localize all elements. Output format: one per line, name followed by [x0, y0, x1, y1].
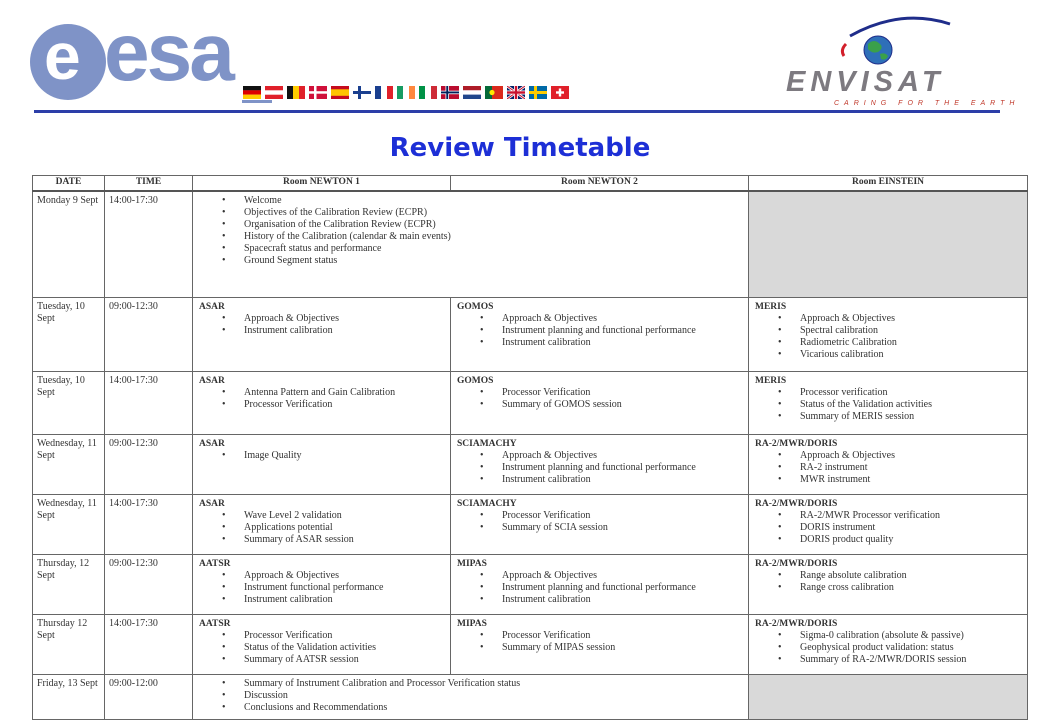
- list-item: • Approach & Objectives: [244, 570, 444, 582]
- list-item: • Antenna Pattern and Gain Calibration: [244, 387, 444, 399]
- row-time: 14:00-17:30: [105, 494, 193, 554]
- row-time: 09:00-12:00: [105, 674, 193, 719]
- flag-netherlands-icon: [463, 86, 481, 99]
- session-title: AATSR: [199, 558, 231, 569]
- list-item: • Radiometric Calibration: [800, 337, 1021, 349]
- envisat-orbit-icon: [780, 14, 1010, 74]
- row-date: Tuesday, 10 Sept: [33, 297, 105, 371]
- timetable-table: [32, 175, 1028, 720]
- column-header-newton1: Room NEWTON 1: [193, 176, 451, 192]
- flag-austria-icon: [265, 86, 283, 99]
- list-item: • Status of the Validation activities: [244, 642, 444, 654]
- list-item: • Processor Verification: [502, 387, 742, 399]
- row-date: Wednesday, 11 Sept: [33, 494, 105, 554]
- list-item: • Processor verification: [800, 387, 1021, 399]
- list-item: • Spectral calibration: [800, 325, 1021, 337]
- list-item: • DORIS product quality: [800, 534, 1021, 546]
- list-item: • Sigma-0 calibration (absolute & passive): [800, 630, 1021, 642]
- list-item: • Image Quality: [244, 450, 444, 462]
- list-item: • Geophysical product validation: status: [800, 642, 1021, 654]
- list-item: • Conclusions and Recommendations: [244, 702, 742, 714]
- list-item: • Applications potential: [244, 522, 444, 534]
- list-item: • Processor Verification: [502, 510, 742, 522]
- envisat-logo-text: ENVISAT: [786, 66, 945, 98]
- session-cell-newton2: [451, 434, 749, 494]
- column-header-newton2: Room NEWTON 2: [451, 176, 749, 192]
- list-item: • Processor Verification: [244, 630, 444, 642]
- list-item: • Processor Verification: [244, 399, 444, 411]
- list-item: • Spacecraft status and performance: [244, 243, 742, 255]
- list-item: • Objectives of the Calibration Review (ECPR): [244, 207, 742, 219]
- flag-norway-icon: [441, 86, 459, 99]
- list-item: • Discussion: [244, 690, 742, 702]
- esa-logo-circle: [30, 19, 106, 100]
- flag-denmark-icon: [309, 86, 327, 99]
- session-title: MIPAS: [457, 618, 487, 629]
- session-cell-newton1: [193, 614, 451, 674]
- list-item: • Summary of SCIA session: [502, 522, 742, 534]
- session-cell-einstein: [749, 494, 1028, 554]
- session-title: ASAR: [199, 498, 225, 509]
- list-item: • Approach & Objectives: [502, 313, 742, 325]
- list-item: • Instrument planning and functional performance: [502, 582, 742, 594]
- session-title: MIPAS: [457, 558, 487, 569]
- session-title: GOMOS: [457, 301, 494, 312]
- session-cell-einstein: [749, 297, 1028, 371]
- session-cell-newton1: [193, 297, 451, 371]
- list-item: • Instrument functional performance: [244, 582, 444, 594]
- table-row: [33, 434, 1028, 494]
- esa-logo-e: e: [44, 19, 81, 93]
- list-item: • Summary of Instrument Calibration and Processor Verification status: [244, 678, 742, 690]
- list-item: • Approach & Objectives: [800, 450, 1021, 462]
- envisat-tagline: CARING FOR THE EARTH: [834, 100, 1020, 107]
- session-cell-newton1: [193, 494, 451, 554]
- session-title: ASAR: [199, 375, 225, 386]
- list-item: • DORIS instrument: [800, 522, 1021, 534]
- row-time: 09:00-12:30: [105, 434, 193, 494]
- session-cell-einstein: [749, 434, 1028, 494]
- list-item: • Instrument calibration: [244, 594, 444, 606]
- flag-germany-icon: [243, 86, 261, 99]
- session-cell-newton1: [193, 371, 451, 434]
- row-date: Wednesday, 11 Sept: [33, 434, 105, 494]
- list-item: • Range absolute calibration: [800, 570, 1021, 582]
- list-item: • RA-2 instrument: [800, 462, 1021, 474]
- list-item: • MWR instrument: [800, 474, 1021, 486]
- esa-logo-text: esa: [104, 7, 232, 98]
- column-header-date: DATE: [33, 176, 105, 192]
- row-time: 14:00-17:30: [105, 614, 193, 674]
- envisat-logo: [780, 14, 1020, 110]
- list-item: • Instrument planning and functional performance: [502, 325, 742, 337]
- list-item: • Approach & Objectives: [502, 570, 742, 582]
- list-item: • Organisation of the Calibration Review (ECPR): [244, 219, 742, 231]
- table-row: [33, 191, 1028, 297]
- list-item: • Instrument planning and functional performance: [502, 462, 742, 474]
- flag-sweden-icon: [529, 86, 547, 99]
- session-title: RA-2/MWR/DORIS: [755, 618, 838, 629]
- timetable: [32, 175, 1027, 720]
- member-state-flags: [243, 86, 569, 100]
- list-item: • Wave Level 2 validation: [244, 510, 444, 522]
- esa-logo: [30, 7, 250, 108]
- list-item: • Instrument calibration: [502, 474, 742, 486]
- flag-finland-icon: [353, 86, 371, 99]
- session-cell-newton2: [451, 297, 749, 371]
- session-title: AATSR: [199, 618, 231, 629]
- list-item: • Summary of GOMOS session: [502, 399, 742, 411]
- table-row: [33, 494, 1028, 554]
- row-time: 09:00-12:30: [105, 554, 193, 614]
- session-cell-einstein: [749, 554, 1028, 614]
- list-item: • Vicarious calibration: [800, 349, 1021, 361]
- flag-uk-icon: [507, 86, 525, 99]
- list-item: • Summary of AATSR session: [244, 654, 444, 666]
- session-title: SCIAMACHY: [457, 498, 517, 509]
- table-row: [33, 554, 1028, 614]
- list-item: • Summary of RA-2/MWR/DORIS session: [800, 654, 1021, 666]
- list-item: • History of the Calibration (calendar & main events): [244, 231, 742, 243]
- session-cell-newton1: [193, 554, 451, 614]
- session-cell-newton1: [193, 434, 451, 494]
- list-item: • Welcome: [244, 195, 742, 207]
- table-row: [33, 614, 1028, 674]
- session-title: MERIS: [755, 301, 787, 312]
- list-item: • Approach & Objectives: [502, 450, 742, 462]
- session-title: RA-2/MWR/DORIS: [755, 438, 838, 449]
- row-time: 09:00-12:30: [105, 297, 193, 371]
- session-cell-newton2: [451, 371, 749, 434]
- row-date: Friday, 13 Sept: [33, 674, 105, 719]
- session-title: ASAR: [199, 301, 225, 312]
- list-item: • Ground Segment status: [244, 255, 742, 267]
- list-item: • Summary of ASAR session: [244, 534, 444, 546]
- row-date: Monday 9 Sept: [33, 191, 105, 297]
- flag-switzerland-icon: [551, 86, 569, 99]
- row-date: Thursday 12 Sept: [33, 614, 105, 674]
- list-item: • Instrument calibration: [244, 325, 444, 337]
- header-rule: [34, 110, 1000, 113]
- session-cell-newton2: [451, 494, 749, 554]
- list-item: • Processor Verification: [502, 630, 742, 642]
- session-title: RA-2/MWR/DORIS: [755, 558, 838, 569]
- list-item: • RA-2/MWR Processor verification: [800, 510, 1021, 522]
- empty-cell: [749, 674, 1028, 719]
- flag-belgium-icon: [287, 86, 305, 99]
- row-time: 14:00-17:30: [105, 191, 193, 297]
- table-row: [33, 371, 1028, 434]
- table-row: [33, 297, 1028, 371]
- session-title: SCIAMACHY: [457, 438, 517, 449]
- session-title: RA-2/MWR/DORIS: [755, 498, 838, 509]
- list-item: • Approach & Objectives: [244, 313, 444, 325]
- flag-spain-icon: [331, 86, 349, 99]
- column-header-time: TIME: [105, 176, 193, 192]
- session-title: ASAR: [199, 438, 225, 449]
- session-cell-einstein: [749, 371, 1028, 434]
- empty-cell: [749, 191, 1028, 297]
- list-item: • Instrument calibration: [502, 594, 742, 606]
- session-cell-newton2: [451, 614, 749, 674]
- row-date: Thursday, 12 Sept: [33, 554, 105, 614]
- list-item: • Status of the Validation activities: [800, 399, 1021, 411]
- page-title: Review Timetable: [389, 133, 651, 163]
- row-time: 14:00-17:30: [105, 371, 193, 434]
- session-cell-einstein: [749, 614, 1028, 674]
- list-item: • Summary of MERIS session: [800, 411, 1021, 423]
- session-title: MERIS: [755, 375, 787, 386]
- esa-logo-underline: [242, 100, 272, 103]
- flag-portugal-icon: [485, 86, 503, 99]
- merged-session-cell: [193, 191, 749, 297]
- flag-italy-icon: [419, 86, 437, 99]
- session-cell-newton2: [451, 554, 749, 614]
- column-header-einstein: Room EINSTEIN: [749, 176, 1028, 192]
- list-item: • Range cross calibration: [800, 582, 1021, 594]
- list-item: • Approach & Objectives: [800, 313, 1021, 325]
- session-title: GOMOS: [457, 375, 494, 386]
- merged-session-cell: [193, 674, 749, 719]
- row-date: Tuesday, 10 Sept: [33, 371, 105, 434]
- flag-ireland-icon: [397, 86, 415, 99]
- flag-france-icon: [375, 86, 393, 99]
- table-row: [33, 674, 1028, 719]
- table-header-row: [33, 176, 1028, 192]
- list-item: • Summary of MIPAS session: [502, 642, 742, 654]
- list-item: • Instrument calibration: [502, 337, 742, 349]
